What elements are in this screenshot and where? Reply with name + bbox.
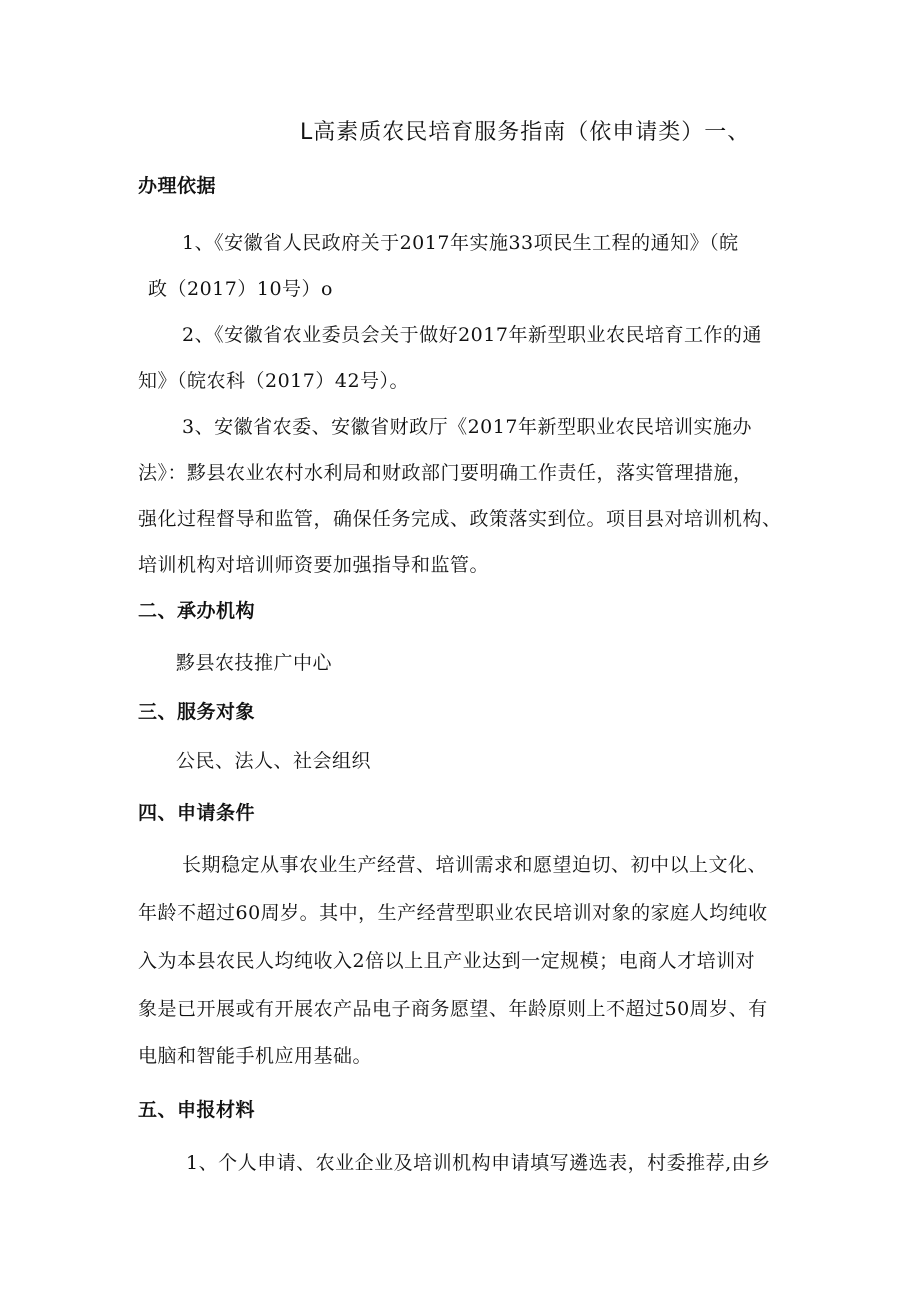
basis-line-8: 培训机构对培训师资要加强指导和监管。 (138, 554, 490, 576)
conditions-line-4: 象是已开展或有开展农产品电子商务愿望、年龄原则上不超过50周岁、有 (138, 998, 768, 1020)
document-title: L高素质农民培育服务指南（依申请类）一、 (300, 120, 751, 145)
section-heading-materials: 五、申报材料 (138, 1099, 256, 1121)
basis-line-7: 强化过程督导和监管，确保任务完成、政策落实到位。项目县对培训机构、 (138, 508, 782, 530)
section-heading-conditions: 四、申请条件 (138, 802, 256, 824)
conditions-line-2: 年龄不超过60周岁。其中，生产经营型职业农民培训对象的家庭人均纯收 (138, 902, 768, 924)
conditions-line-3: 入为本县农民人均纯收入2倍以上且产业达到一定规模；电商人才培训对 (138, 950, 756, 972)
materials-line-1: 1、个人申请、农业企业及培训机构申请填写遴选表，村委推荐,由乡 (186, 1152, 771, 1174)
basis-line-3: 2、《安徽省农业委员会关于做好2017年新型职业农民培育工作的通 (182, 324, 762, 346)
conditions-line-1: 长期稳定从事农业生产经营、培训需求和愿望迫切、初中以上文化、 (182, 854, 768, 876)
basis-line-1: 1、《安徽省人民政府关于2017年实施33项民生工程的通知》（皖 (182, 232, 739, 254)
section-heading-service-target: 三、服务对象 (138, 701, 256, 723)
section-heading-basis: 办理依据 (138, 175, 217, 197)
basis-line-5: 3、安徽省农委、安徽省财政厅《2017年新型职业农民培训实施办 (182, 416, 752, 438)
service-target-line-1: 公民、法人、社会组织 (176, 750, 372, 772)
basis-line-2: 政（2017）10号）o (148, 278, 333, 300)
basis-line-6: 法》：黟县农业农村水利局和财政部门要明确工作责任，落实管理措施， (138, 462, 753, 484)
conditions-line-5: 电脑和智能手机应用基础。 (138, 1045, 373, 1067)
agency-line-1: 黟县农技推广中心 (176, 652, 333, 674)
basis-line-4: 知》（皖农科（2017）42号）。 (138, 370, 410, 392)
section-heading-agency: 二、承办机构 (138, 600, 256, 622)
